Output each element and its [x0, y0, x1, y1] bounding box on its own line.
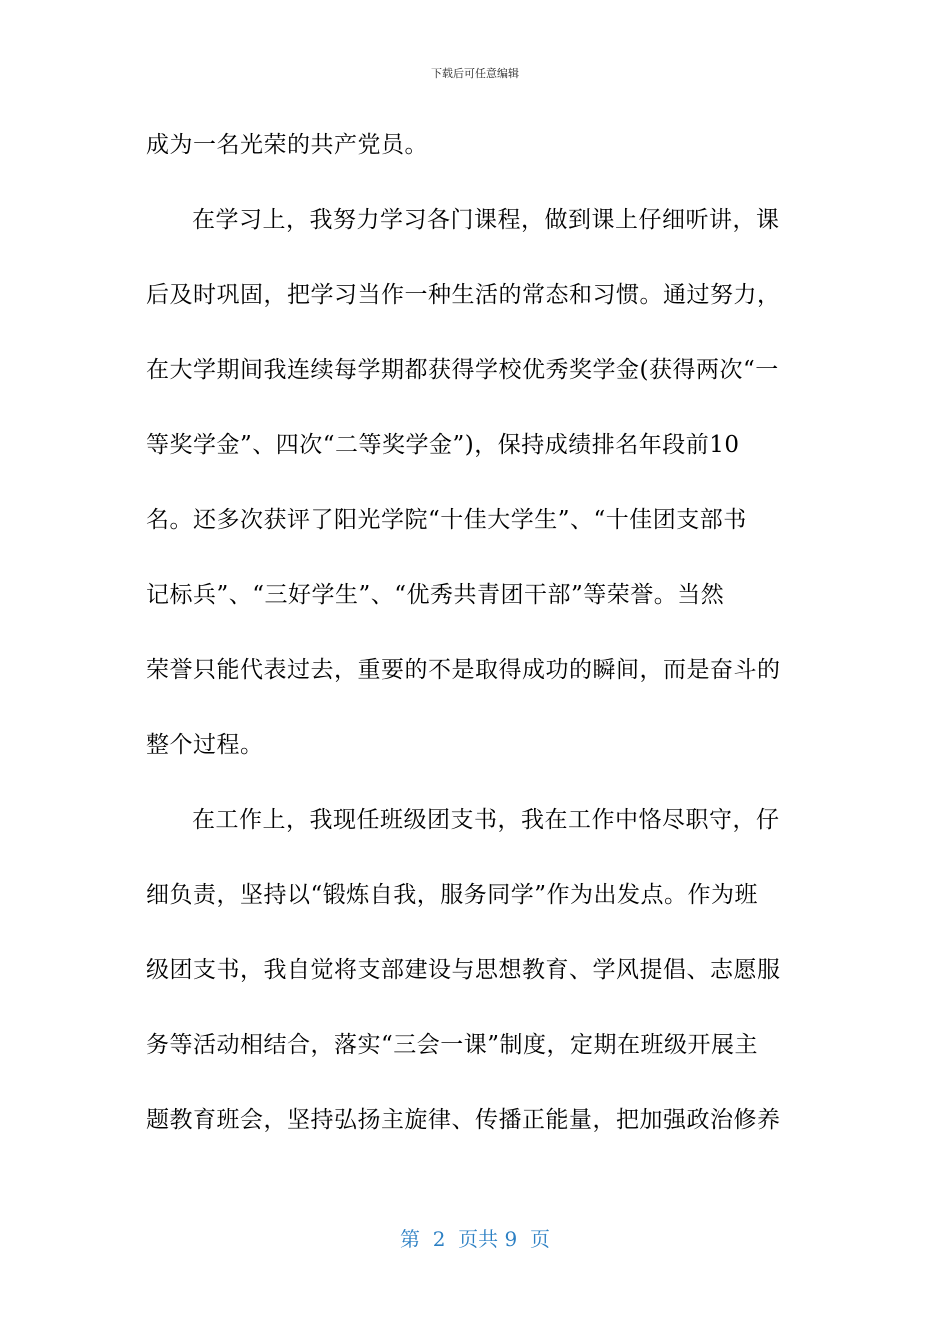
- body-line: 名。还多次获评了阳光学院“十佳大学生”、“十佳团支部书: [146, 507, 747, 533]
- body-line: 在大学期间我连续每学期都获得学校优秀奖学金(获得两次“一: [146, 357, 779, 383]
- paragraph-first-line: 在工作上，我现任班级团支书，我在工作中恪尽职守，仔: [192, 807, 780, 833]
- body-line: 级团支书，我自觉将支部建设与思想教育、学风提倡、志愿服: [146, 957, 781, 983]
- header-note: 下载后可任意编辑: [431, 67, 519, 80]
- body-line: 细负责，坚持以“锻炼自我，服务同学”作为出发点。作为班: [146, 882, 759, 908]
- body-line: 题教育班会，坚持弘扬主旋律、传播正能量，把加强政治修养: [146, 1107, 781, 1133]
- body-line: 务等活动相结合，落实“三会一课”制度，定期在班级开展主: [146, 1032, 759, 1058]
- page-number-footer: 第 2 页共 9 页: [400, 1227, 550, 1251]
- body-line: 等奖学金”、四次“二等奖学金”)，保持成绩排名年段前10: [146, 432, 740, 458]
- body-line: 整个过程。: [146, 732, 264, 758]
- body-line: 荣誉只能代表过去，重要的不是取得成功的瞬间，而是奋斗的: [146, 657, 781, 683]
- body-line: 成为一名光荣的共产党员。: [146, 132, 428, 158]
- body-line: 记标兵”、“三好学生”、“优秀共青团干部”等荣誉。当然: [146, 582, 725, 608]
- paragraph-first-line: 在学习上，我努力学习各门课程，做到课上仔细听讲，课: [192, 207, 780, 233]
- body-line: 后及时巩固，把学习当作一种生活的常态和习惯。通过努力，: [146, 282, 781, 308]
